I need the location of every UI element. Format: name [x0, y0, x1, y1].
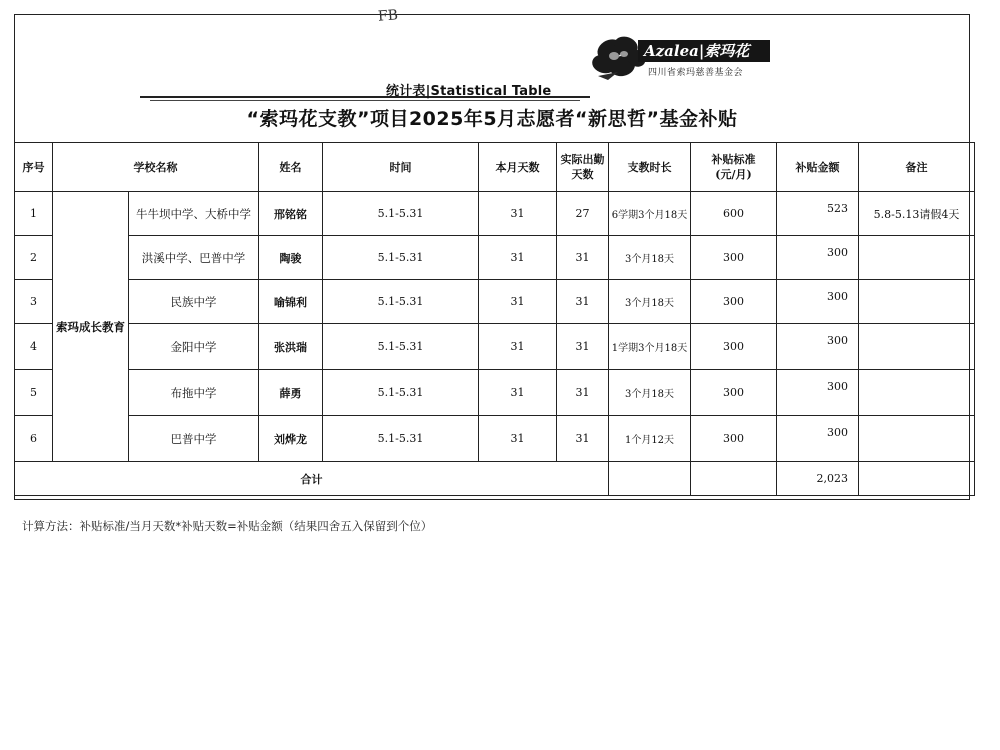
cell-time: 5.1-5.31	[323, 370, 479, 416]
cell-standard: 300	[691, 324, 777, 370]
cell-remark	[859, 324, 975, 370]
total-empty-cell	[609, 462, 691, 496]
total-row	[15, 462, 975, 496]
header-days-actual-line2: 天数	[571, 168, 594, 181]
cell-days-month: 31	[479, 280, 557, 324]
cell-days-month: 31	[479, 416, 557, 462]
cell-remark	[859, 236, 975, 280]
cell-standard: 600	[691, 192, 777, 236]
cell-duration: 1个月12天	[609, 416, 691, 462]
header-school: 学校名称	[53, 143, 259, 192]
cell-amount: 300	[777, 324, 859, 370]
cell-school: 巴普中学	[129, 416, 259, 462]
cell-seq: 1	[15, 192, 53, 236]
header-standard	[691, 143, 777, 192]
cell-remark: 5.8-5.13请假4天	[859, 192, 975, 236]
cell-school: 金阳中学	[129, 324, 259, 370]
divider	[150, 100, 580, 101]
subsidy-table	[14, 142, 975, 496]
cell-days-actual: 27	[557, 192, 609, 236]
cell-remark	[859, 280, 975, 324]
header-days-actual-line1: 实际出勤	[560, 153, 605, 166]
cell-remark	[859, 370, 975, 416]
cell-time: 5.1-5.31	[323, 192, 479, 236]
cell-seq: 5	[15, 370, 53, 416]
table-header-row	[15, 143, 975, 192]
calculation-note: 计算方法：补贴标准/当月天数*补贴天数=补贴金额（结果四舍五入保留到个位）	[22, 519, 433, 533]
header-amount: 补贴金额	[777, 143, 859, 192]
cell-school: 牛牛坝中学、大桥中学	[129, 192, 259, 236]
cell-days-actual: 31	[557, 324, 609, 370]
cell-days-month: 31	[479, 370, 557, 416]
table-row	[15, 370, 975, 416]
cell-duration: 3个月18天	[609, 280, 691, 324]
header-standard-line1: 补贴标准	[711, 153, 756, 166]
cell-name: 喻锦利	[259, 280, 323, 324]
header-mark: FB	[377, 7, 399, 25]
cell-standard: 300	[691, 280, 777, 324]
header-days-month: 本月天数	[479, 143, 557, 192]
cell-name: 陶骏	[259, 236, 323, 280]
cell-amount: 300	[777, 280, 859, 324]
cell-time: 5.1-5.31	[323, 236, 479, 280]
cell-seq: 6	[15, 416, 53, 462]
cell-days-actual: 31	[557, 370, 609, 416]
total-amount: 2,023	[777, 462, 859, 496]
cell-name: 张洪瑞	[259, 324, 323, 370]
header-days-actual	[557, 143, 609, 192]
cell-amount: 300	[777, 416, 859, 462]
table-row	[15, 324, 975, 370]
cell-standard: 300	[691, 416, 777, 462]
cell-name: 薛勇	[259, 370, 323, 416]
cell-amount: 300	[777, 236, 859, 280]
cell-duration: 6学期3个月18天	[609, 192, 691, 236]
cell-school: 布拖中学	[129, 370, 259, 416]
cell-seq: 4	[15, 324, 53, 370]
document-title: “索玛花支教”项目2025年5月志愿者“新思哲”基金补贴	[246, 108, 738, 130]
header-time: 时间	[323, 143, 479, 192]
foundation-logo	[588, 32, 770, 84]
header-name: 姓名	[259, 143, 323, 192]
header-remark: 备注	[859, 143, 975, 192]
cell-seq: 2	[15, 236, 53, 280]
cell-school: 民族中学	[129, 280, 259, 324]
cell-school: 洪溪中学、巴普中学	[129, 236, 259, 280]
cell-remark	[859, 416, 975, 462]
cell-time: 5.1-5.31	[323, 324, 479, 370]
total-empty-cell	[859, 462, 975, 496]
cell-time: 5.1-5.31	[323, 280, 479, 324]
header-duration: 支教时长	[609, 143, 691, 192]
cell-name: 刘烨龙	[259, 416, 323, 462]
cell-days-actual: 31	[557, 236, 609, 280]
cell-duration: 3个月18天	[609, 236, 691, 280]
header-standard-line2: (元/月)	[715, 168, 752, 181]
header-seq: 序号	[15, 143, 53, 192]
cell-standard: 300	[691, 236, 777, 280]
cell-duration: 1学期3个月18天	[609, 324, 691, 370]
cell-time: 5.1-5.31	[323, 416, 479, 462]
table-row	[15, 236, 975, 280]
total-empty-cell	[691, 462, 777, 496]
cell-amount: 300	[777, 370, 859, 416]
cell-days-month: 31	[479, 324, 557, 370]
statistical-table-label: 统计表|Statistical Table	[386, 84, 552, 99]
total-label: 合计	[15, 462, 609, 496]
cell-days-month: 31	[479, 192, 557, 236]
logo-subtitle: 四川省索玛慈善基金会	[648, 68, 744, 78]
cell-days-actual: 31	[557, 280, 609, 324]
logo-title: Azalea|索玛花	[638, 40, 770, 62]
table-row	[15, 280, 975, 324]
table-row	[15, 416, 975, 462]
cell-days-actual: 31	[557, 416, 609, 462]
cell-days-month: 31	[479, 236, 557, 280]
cell-organization: 索玛成长教育	[53, 192, 129, 462]
cell-standard: 300	[691, 370, 777, 416]
cell-amount: 523	[777, 192, 859, 236]
cell-seq: 3	[15, 280, 53, 324]
cell-name: 邢铭铭	[259, 192, 323, 236]
cell-duration: 3个月18天	[609, 370, 691, 416]
table-row	[15, 192, 975, 236]
